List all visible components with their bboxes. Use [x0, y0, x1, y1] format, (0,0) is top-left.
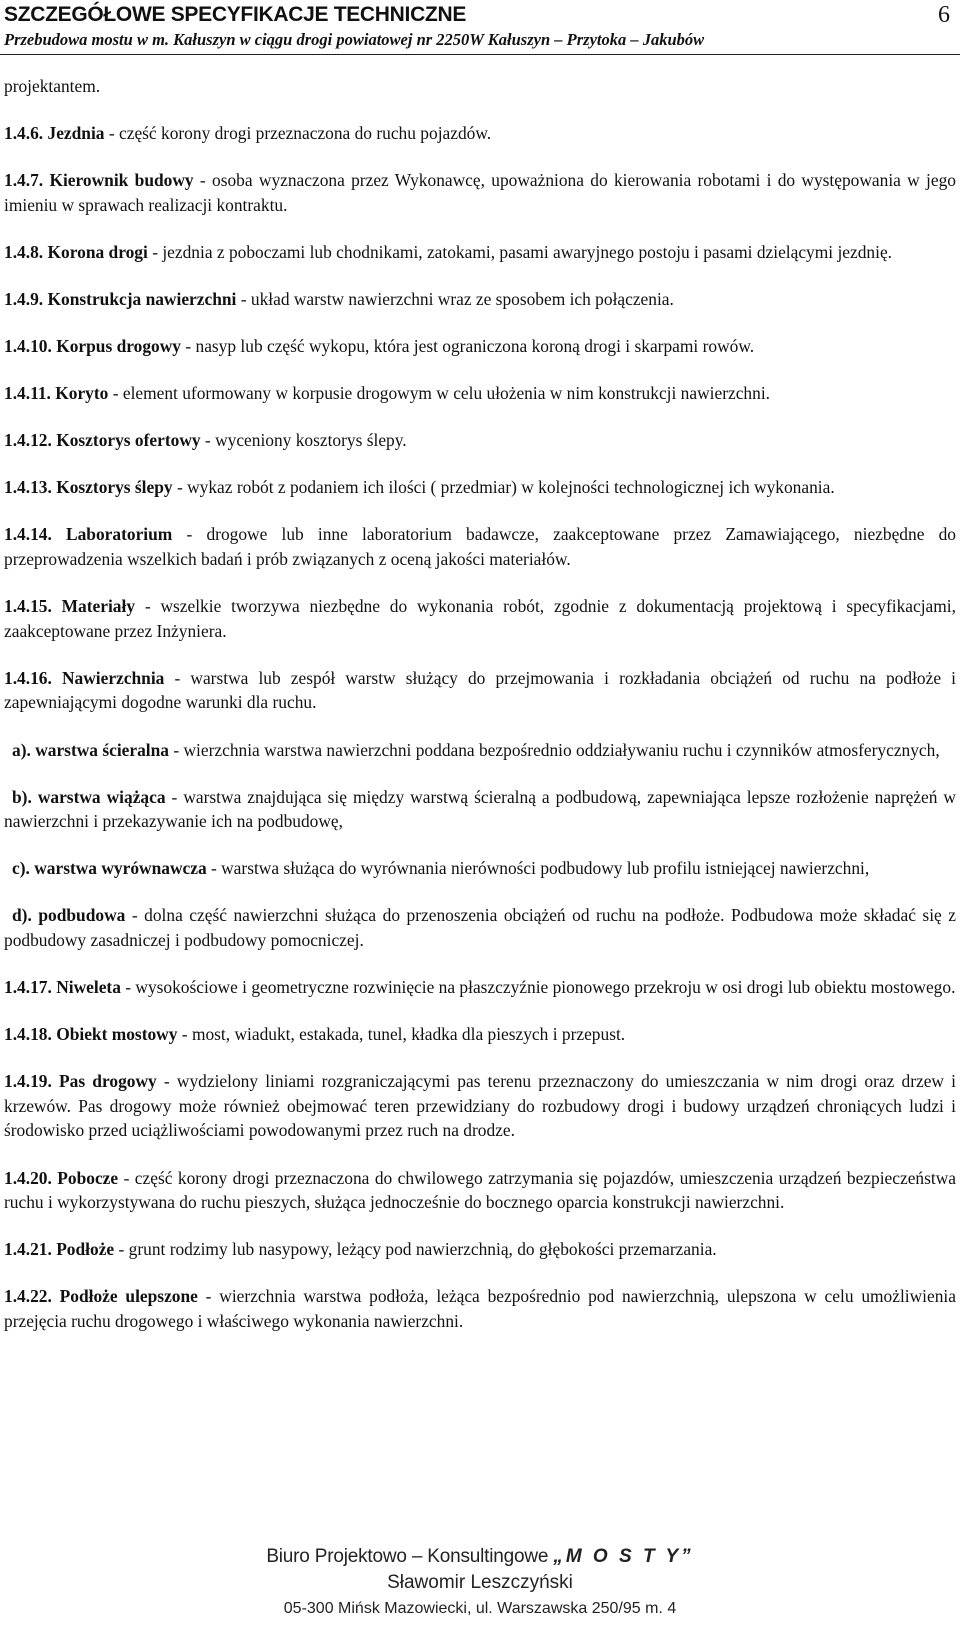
definition-item	[4, 121, 956, 146]
definition-term	[4, 383, 108, 403]
definition-number: 1.4.18.	[4, 1024, 52, 1045]
definition-item	[4, 287, 956, 312]
definition-term	[12, 858, 207, 878]
definition-number: 1.4.19.	[4, 1071, 52, 1092]
definition-term	[12, 787, 166, 807]
definition-number: 1.4.20.	[4, 1167, 52, 1188]
definition-term	[12, 905, 125, 925]
definition-term-text: Korpus drogowy	[56, 336, 182, 357]
definition-term	[4, 1286, 198, 1306]
definition-number: 1.4.7.	[4, 170, 44, 191]
definition-term-text: Jezdnia	[47, 123, 105, 144]
definition-text: - wierzchnia warstwa nawierzchni poddana bezpośrednio oddziaływaniu ruchu i czynników atmosferycznych,	[169, 739, 940, 760]
definition-item	[4, 1237, 956, 1262]
definition-term-text: Kierownik budowy	[49, 170, 194, 191]
definition-item	[4, 1022, 956, 1047]
definition-term-text: Podłoże ulepszone	[59, 1286, 198, 1307]
definition-term-text: Obiekt mostowy	[56, 1024, 178, 1045]
definition-number: 1.4.13.	[4, 477, 52, 498]
definition-term	[4, 1071, 157, 1091]
definition-term-text: Korona drogi	[47, 241, 148, 262]
definition-item	[4, 1166, 956, 1215]
definition-term-text: Konstrukcja nawierzchni	[47, 288, 237, 309]
definition-term	[4, 1239, 114, 1259]
footer-address: 05-300 Mińsk Mazowiecki, ul. Warszawska 250/95 m. 4	[283, 1600, 677, 1617]
definition-number: 1.4.16.	[4, 667, 52, 688]
definition-term-text: Nawierzchnia	[61, 667, 165, 688]
definition-term-text: warstwa wiążąca	[37, 786, 166, 807]
definition-item	[4, 1069, 956, 1143]
definition-item	[4, 381, 956, 406]
document-body	[4, 74, 956, 1356]
sub-definition-item	[4, 856, 956, 881]
definition-text: - część korony drogi przeznaczona do chwilowego zatrzymania się pojazdów, umieszczenia urządzeń bezpieczeństwa ruchu i wykorzystywana do ruchu pieszych, służąca jednocześnie do bocznego oparcia konstrukcji nawierzchni.	[4, 1167, 956, 1213]
definition-text: - osoba wyznaczona przez Wykonawcę, upoważniona do kierowania robotami i do występowania w jego imieniu w sprawach realizacji kontraktu.	[4, 170, 956, 215]
definition-number: 1.4.11.	[4, 383, 51, 404]
definition-term	[4, 1168, 118, 1188]
definition-text: - grunt rodzimy lub nasypowy, leżący pod nawierzchnią, do głębokości przemarzania.	[114, 1239, 717, 1260]
definition-text: - wydzielony liniami rozgraniczającymi pas terenu przeznaczony do umieszczania w nim drogi oraz drzew i krzewów. Pas drogowy może również obejmować teren przewidziany do rozbudowy drogi i budowy urządzeń chroniących ludzi i środowisko przed uciążliwościami powodowanymi przez ruch na drodze.	[4, 1071, 957, 1141]
definition-term-text: Kosztorys ofertowy	[56, 430, 201, 451]
definition-text: - wyceniony kosztorys ślepy.	[200, 430, 407, 451]
definition-term	[4, 242, 148, 262]
definition-term	[4, 668, 164, 688]
definition-number: c).	[12, 858, 30, 879]
definition-number: b).	[12, 786, 32, 807]
sub-definition-item	[4, 738, 956, 763]
document-title: SZCZEGÓŁOWE SPECYFIKACJE TECHNICZNE	[4, 3, 467, 26]
definition-item	[4, 1284, 956, 1333]
definition-number: 1.4.10.	[4, 336, 52, 357]
definition-item	[4, 975, 956, 1000]
definition-term-text: Laboratorium	[66, 524, 173, 545]
definition-number: d).	[12, 905, 32, 926]
definition-term	[4, 336, 181, 356]
definition-term	[4, 170, 194, 190]
definition-number: 1.4.22.	[4, 1286, 52, 1307]
definition-text: - warstwa służąca do wyrównania nierówności podbudowy lub profilu istniejącej nawierzchni,	[206, 858, 870, 879]
definition-number: 1.4.6.	[4, 123, 44, 144]
definition-text: - nasyp lub część wykopu, która jest ograniczona koroną drogi i skarpami rowów.	[181, 336, 755, 357]
page-header	[4, 2, 954, 50]
definition-item	[4, 475, 956, 500]
definition-number: 1.4.8.	[4, 241, 44, 262]
page-footer	[0, 1544, 960, 1622]
header-divider	[0, 54, 960, 55]
definition-term	[4, 123, 105, 143]
definition-text: - warstwa lub zespół warstw służący do przejmowania i rozkładania obciążeń od ruchu na podłoże i zapewniającymi dogodne warunki dla ruchu.	[4, 667, 956, 713]
definition-text: - dolna część nawierzchni służąca do przenoszenia obciążeń od ruchu na podłoże. Podbudowa może składać się z podbudowy zasadniczej i podbudowy pomocniczej.	[4, 905, 956, 950]
definition-text: - część korony drogi przeznaczona do ruchu pojazdów.	[104, 123, 492, 144]
sub-definition-item	[4, 903, 956, 952]
definition-number: 1.4.12.	[4, 430, 52, 451]
definition-item	[4, 428, 956, 453]
definition-number: 1.4.15.	[4, 596, 52, 617]
definition-item	[4, 594, 956, 643]
definition-number: 1.4.9.	[4, 288, 44, 309]
definition-term-text: Koryto	[55, 383, 109, 404]
definition-term	[4, 524, 172, 544]
definition-item	[4, 334, 956, 359]
definition-term	[12, 740, 169, 760]
definition-item	[4, 666, 956, 715]
footer-brand: „M O S T Y”	[553, 1546, 694, 1567]
sub-definition-item	[4, 785, 956, 834]
definition-term-text: Pas drogowy	[59, 1071, 157, 1092]
definition-text: - warstwa znajdująca się między warstwą ścieralną a podbudową, zapewniająca lepsze rozłożenie naprężeń w nawierzchni i przekazywanie ich na podbudowę,	[4, 786, 956, 832]
definition-text: - układ warstw nawierzchni wraz ze sposobem ich połączenia.	[236, 288, 674, 309]
definition-item	[4, 168, 956, 217]
footer-company-name: Biuro Projektowo – Konsultingowe	[266, 1546, 554, 1567]
definition-term	[4, 596, 135, 616]
definition-term	[4, 477, 173, 497]
definition-number: a).	[12, 739, 31, 760]
page-number: 6	[938, 2, 950, 28]
definition-text: - wszelkie tworzywa niezbędne do wykonania robót, zgodnie z dokumentacją projektową i specyfikacjami, zaakceptowane przez Inżyniera.	[4, 596, 956, 641]
document-subtitle: Przebudowa mostu w m. Kałuszyn w ciągu drogi powiatowej nr 2250W Kałuszyn – Przytoka – Jakubów	[4, 30, 705, 49]
definition-item	[4, 240, 956, 265]
definitions-list	[4, 121, 956, 1333]
footer-person: Sławomir Leszczyński	[387, 1572, 573, 1593]
definition-term	[4, 977, 121, 997]
definition-term	[4, 430, 201, 450]
definition-term-text: Pobocze	[57, 1167, 119, 1188]
definition-text: - element uformowany w korpusie drogowym w celu ułożenia w nim konstrukcji nawierzchni.	[108, 383, 770, 404]
definition-term	[4, 1024, 177, 1044]
intro-text: projektantem.	[4, 76, 101, 96]
definition-term-text: podbudowa	[38, 905, 126, 926]
definition-text: - wykaz robót z podaniem ich ilości ( przedmiar) w kolejności technologicznej ich wykonania.	[172, 477, 835, 498]
definition-text: - wierzchnia warstwa podłoża, leżąca bezpośrednio pod nawierzchnią, ulepszona w celu umożliwienia przejęcia ruchu drogowego i właściwego wykonania nawierzchni.	[4, 1286, 956, 1331]
definition-number: 1.4.14.	[4, 524, 52, 545]
definition-number: 1.4.21.	[4, 1239, 52, 1260]
definition-term-text: Materiały	[61, 596, 136, 617]
definition-term-text: warstwa ścieralna	[35, 739, 169, 760]
definition-term-text: warstwa wyrównawcza	[34, 858, 207, 879]
definition-term-text: Podłoże	[56, 1239, 115, 1260]
definition-term	[4, 289, 236, 309]
definition-item	[4, 522, 956, 571]
footer-company	[0, 1544, 960, 1570]
definition-term-text: Kosztorys ślepy	[56, 477, 173, 498]
definition-text: - most, wiadukt, estakada, tunel, kładka dla pieszych i przepust.	[177, 1024, 626, 1045]
definition-text: - drogowe lub inne laboratorium badawcze, zaakceptowane przez Zamawiającego, niezbędne do przeprowadzenia wszelkich badań i prób związanych z oceną jakości materiałów.	[4, 524, 956, 570]
definition-text: - wysokościowe i geometryczne rozwinięcie na płaszczyźnie pionowego przekroju w osi drogi lub obiektu mostowego.	[120, 977, 956, 998]
definition-number: 1.4.17.	[4, 977, 52, 998]
definition-text: - jezdnia z poboczami lub chodnikami, zatokami, pasami awaryjnego postoju i pasami dzielącymi jezdnię.	[147, 241, 893, 262]
definition-term-text: Niweleta	[56, 977, 121, 998]
